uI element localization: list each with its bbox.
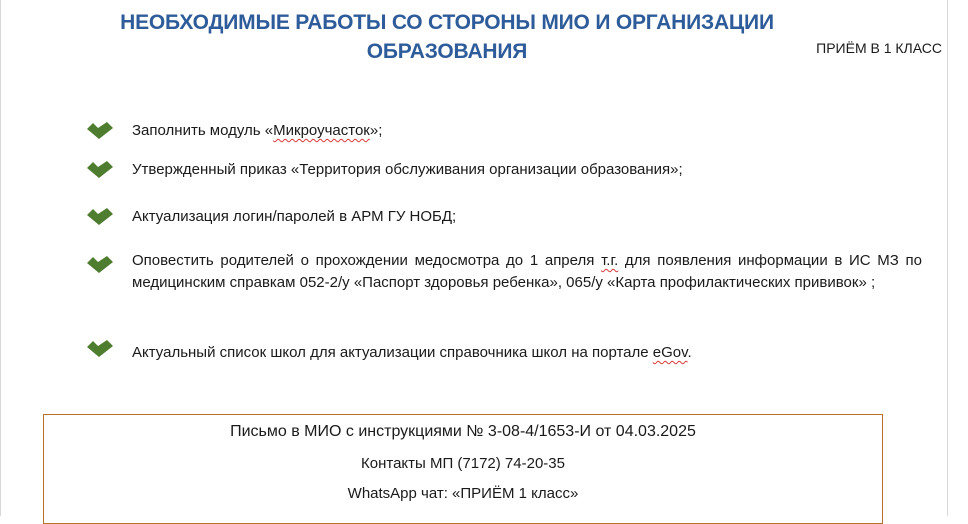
checkmark-icon [86, 122, 114, 140]
checklist-item-schools [86, 342, 922, 364]
title-line-1: НЕОБХОДИМЫЕ РАБОТЫ СО СТОРОНЫ МИО И ОРГАНИЗАЦИИ [120, 11, 774, 34]
checklist-item-logins [86, 206, 922, 228]
title-line-2: ОБРАЗОВАНИЯ [366, 40, 528, 63]
checklist-item-text: Оповестить родителей о прохождении медосмотра до 1 апреля т.г. для появления информации в ИС МЗ по медицинским справкам 052-2/у «Паспорт здоровья ребенка», 065/у «Карта профилактических прививок» ; [132, 252, 923, 291]
checklist-item-text: Утвержденный приказ «Территория обслуживания организации образования»; [132, 161, 683, 178]
instruction-info-box [43, 414, 883, 524]
checkmark-icon [86, 256, 114, 274]
checkmark-icon [86, 208, 114, 226]
whatsapp-chat-line: WhatsApp чат: «ПРИЁМ 1 класс» [347, 485, 579, 502]
checklist-item-microdistrict [86, 120, 922, 142]
checkmark-icon [86, 161, 114, 179]
checklist-item-text: Актуальный список школ для актуализации справочника школ на портале eGov. [132, 344, 692, 361]
checklist-item-text: Заполнить модуль «Микроучасток»; [132, 122, 383, 139]
checkmark-icon [86, 340, 114, 358]
spellcheck-word: Микроучасток [273, 122, 370, 139]
contacts-line: Контакты МП (7172) 74-20-35 [361, 455, 565, 472]
checklist-item-medical [86, 250, 922, 294]
checklist-item-order [86, 159, 922, 181]
instruction-letter: Письмо в МИО с инструкциями № 3-08-4/1653-И от 04.03.2025 [230, 423, 696, 440]
page-title [80, 8, 814, 66]
spellcheck-word: eGov [652, 344, 688, 361]
checklist-item-text: Актуализация логин/паролей в АРМ ГУ НОБД; [132, 208, 457, 225]
spellcheck-word: т.г. [601, 252, 619, 269]
section-badge: ПРИЁМ В 1 КЛАСС [816, 40, 942, 56]
